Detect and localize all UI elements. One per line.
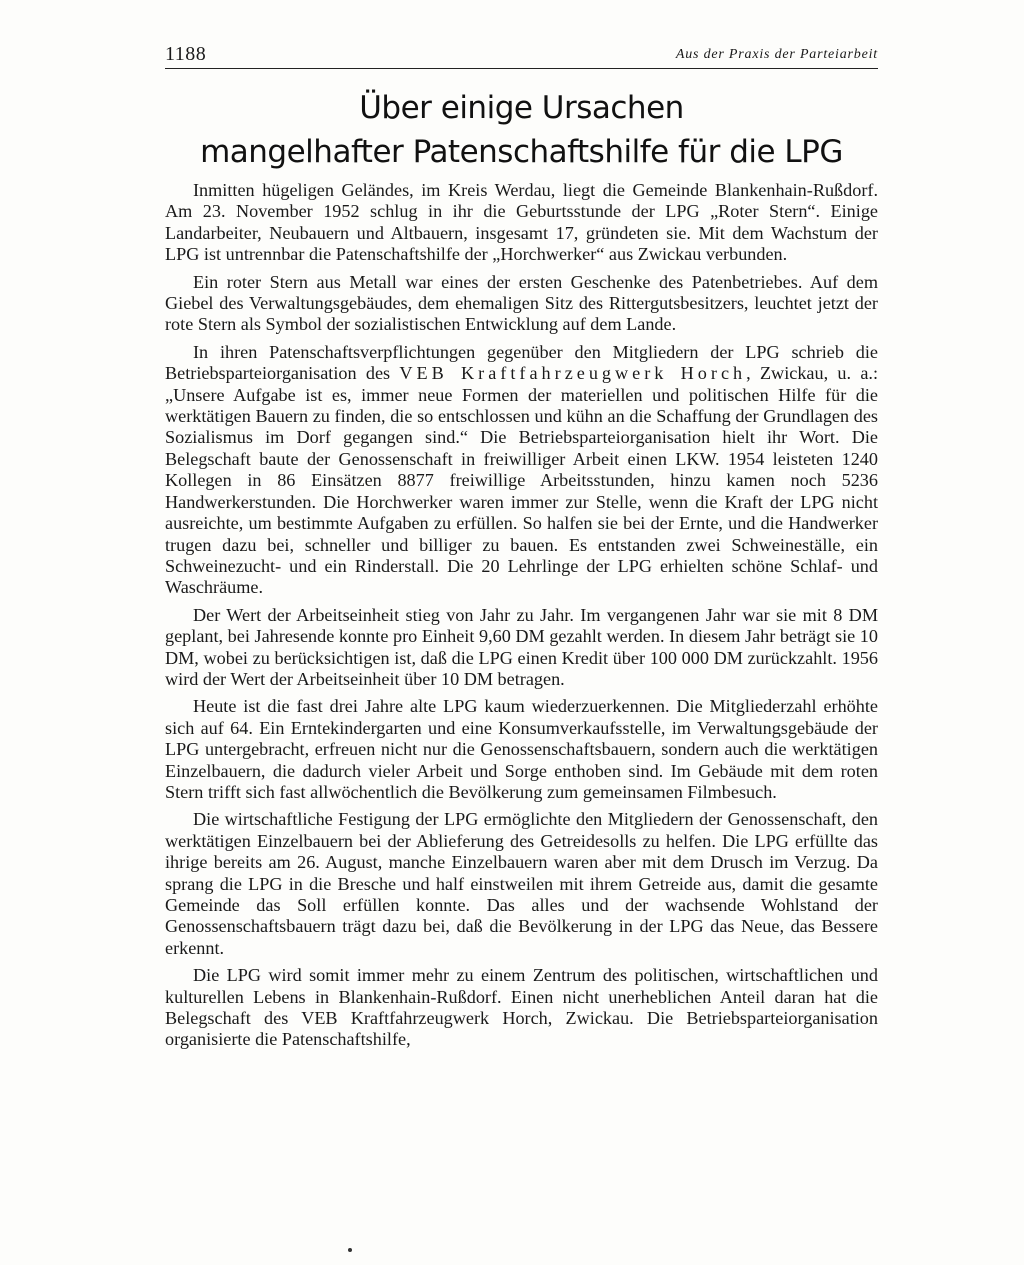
paragraph-6: Die wirtschaftliche Festigung der LPG ermöglichte den Mitgliedern der Genossenschaft, den werktätigen Einzelbauern bei der Ablieferung des Getreidesolls zu helfen. Die LPG erfüllte das ihrige bereits am 26. August, manche Einzelbauern waren aber mit dem Drusch im Verzug. Da sprang die LPG in die Bresche und half einstweilen mit ihrem Getreide aus, damit die gesamte Gemeinde das Soll erfüllen konnte. Das alles und der wachsende Wohlstand der Genossenschaftsbauern trägt dazu bei, daß die Bevölkerung in der LPG das Neue, das Bessere erkennt. — [165, 809, 878, 958]
page-number: 1188 — [165, 43, 207, 65]
paragraph-2: Ein roter Stern aus Metall war eines der ersten Geschenke des Patenbetriebes. Auf dem Giebel des Verwaltungsgebäudes, dem ehemaligen Sitz des Rittergutsbesitzers, leuchtet jetzt der rote Stern als Symbol der sozialistischen Entwicklung auf dem Lande. — [165, 271, 878, 335]
print-speck — [348, 1248, 352, 1252]
paragraph-1: Inmitten hügeligen Geländes, im Kreis Werdau, liegt die Gemeinde Blankenhain-Rußdorf. Am 23. November 1952 schlug in ihr die Geburtsstunde der LPG „Roter Stern“. Einige Landarbeiter, Neubauern und Altbauern, insgesamt 17, gründeten sie. Mit dem Wachstum der LPG ist untrennbar die Patenschaftshilfe der „Horchwerker“ aus Zwickau verbunden. — [165, 180, 878, 265]
paragraph-7: Die LPG wird somit immer mehr zu einem Zentrum des politischen, wirtschaftlichen und kulturellen Lebens in Blankenhain-Rußdorf. Einen nicht unerheblichen Anteil daran hat die Belegschaft des VEB Kraftfahrzeugwerk Horch, Zwickau. Die Betriebsparteiorganisation organisierte die Patenschaftshilfe, — [165, 965, 878, 1050]
article-title-line-2: mangelhafter Patenschaftshilfe für die LPG — [200, 134, 843, 170]
paragraph-4: Der Wert der Arbeitseinheit stieg von Jahr zu Jahr. Im vergangenen Jahr war sie mit 8 DM geplant, bei Jahresende konnte pro Einheit 9,60 DM gezahlt werden. In diesem Jahr beträgt sie 10 DM, wobei zu berücksichtigen ist, daß die LPG einen Kredit über 100 000 DM zurückzahlt. 1956 wird der Wert der Arbeitseinheit über 10 DM betragen. — [165, 604, 878, 689]
company-name-spaced: VEB Kraftfahrzeugwerk Horch — [399, 363, 747, 384]
section-title: Aus der Praxis der Parteiarbeit — [675, 47, 878, 62]
paragraph-3 — [165, 342, 878, 599]
article-title — [165, 86, 878, 174]
paragraph-5: Heute ist die fast drei Jahre alte LPG kaum wiederzuerkennen. Die Mitgliederzahl erhöhte sich auf 64. Ein Erntekindergarten und eine Konsumverkaufsstelle, im Verwaltungsgebäude der LPG untergebracht, erfreuen nicht nur die Genossenschaftsbauern, sondern auch die werktätigen Einzelbauern, die dadurch vieler Arbeit und Sorge enthoben sind. Im Gebäude mit dem roten Stern trifft sich fast allwöchentlich die Bevölkerung zum gemeinsamen Filmbesuch. — [165, 696, 878, 802]
article-title-line-1: Über einige Ursachen — [359, 90, 684, 126]
paragraph-3-start: In ihren Patenschaftsverpflichtungen gegenüber den Mitgliedern der LPG schrieb die Betriebsparteiorganisation des — [165, 341, 878, 384]
running-header — [165, 42, 878, 69]
article-body — [165, 180, 878, 1057]
paragraph-3-rest: , Zwickau, u. a.: „Unsere Aufgabe ist es, immer neue Formen der materiellen und politischen Hilfe für die werktätigen Bauern zu finden, die so entschlossen und kühn an die Schaffung der Grundlagen des Sozialismus im Dorf gegangen sind.“ Die Betriebsparteiorganisation hielt ihr Wort. Die Belegschaft baute der Genossenschaft in freiwilliger Arbeit einen LKW. 1954 leisteten 1240 Kollegen in 86 Einsätzen 8877 freiwillige Arbeitsstunden, hinzu kamen noch 5236 Handwerkerstunden. Die Horchwerker waren immer zur Stelle, wenn die Kraft der LPG nicht ausreichte, um bestimmte Aufgaben zu erfüllen. So halfen sie bei der Ernte, und die Handwerker trugen dazu bei, schneller und billiger zu bauen. Es entstanden zwei Schweineställe, ein Schweinezucht- und ein Rinderstall. Die 20 Lehrlinge der LPG erhielten schöne Schlaf- und Waschräume. — [165, 363, 878, 598]
